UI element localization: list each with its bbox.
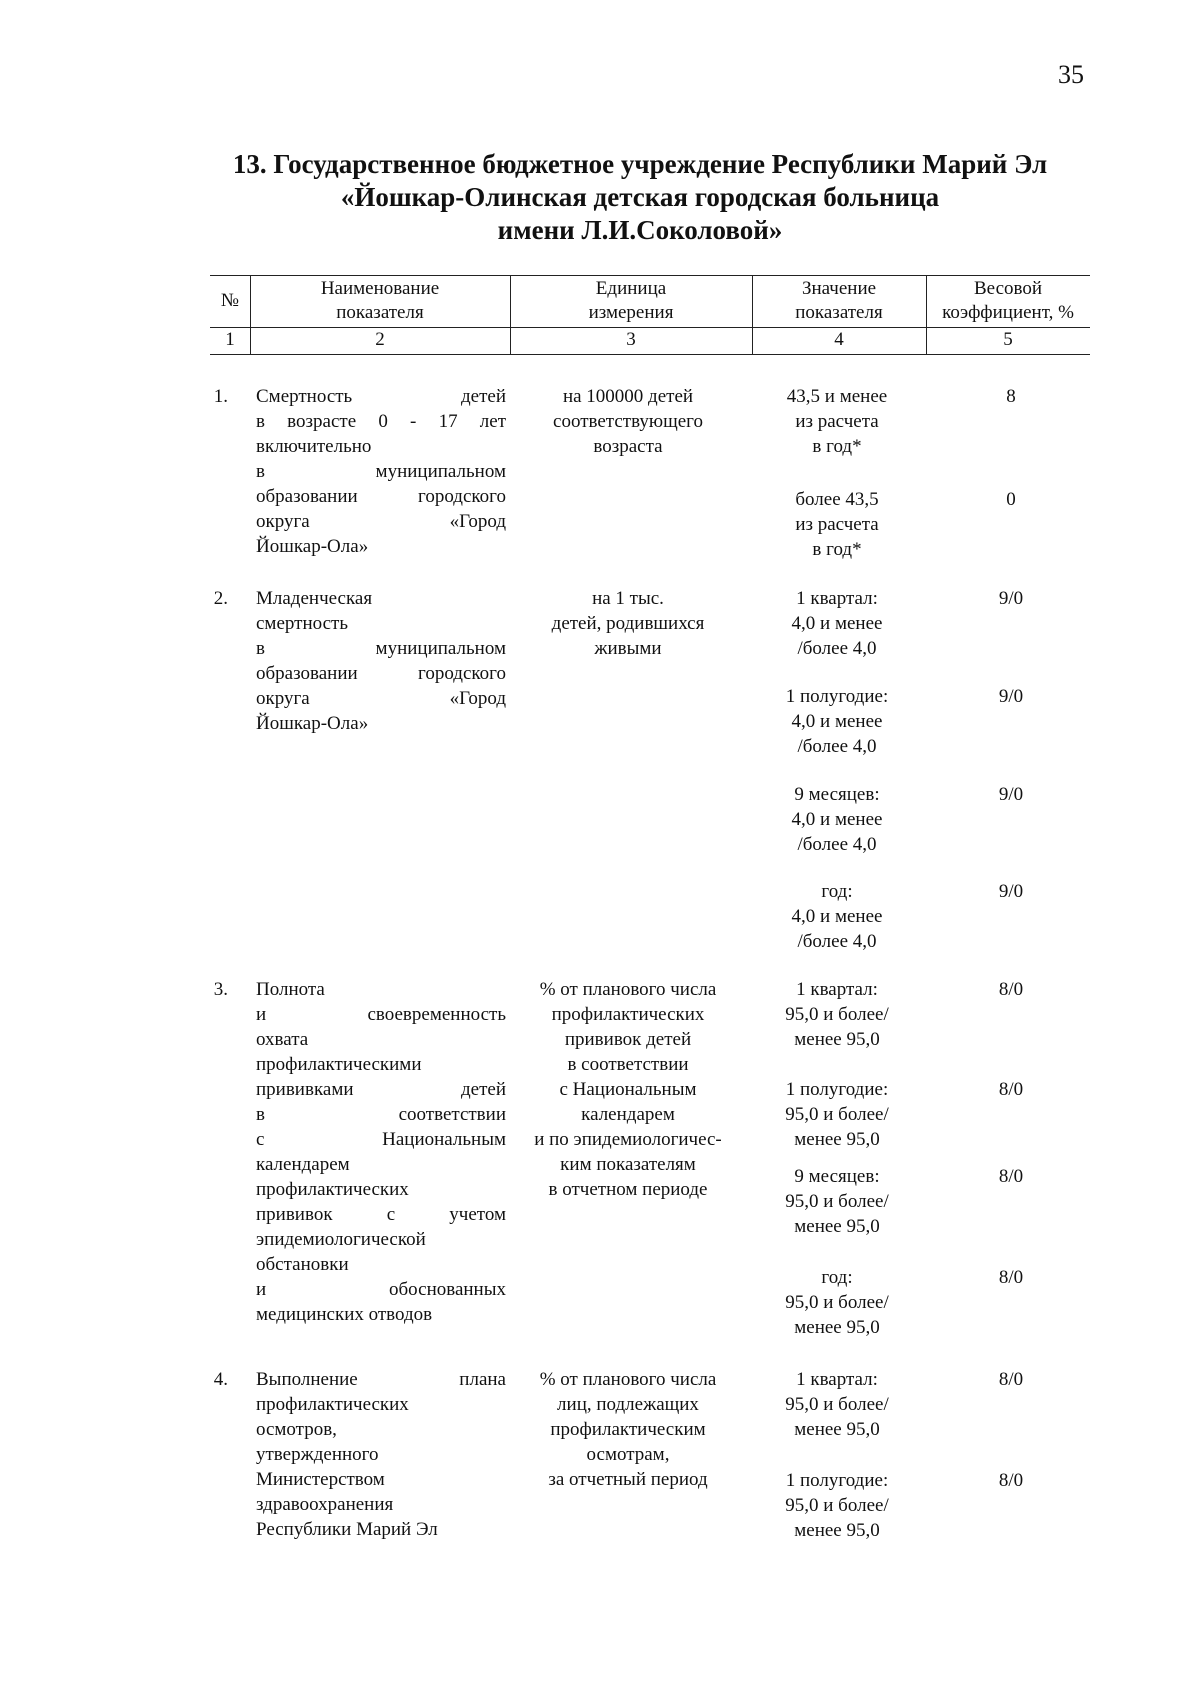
indicator-value-line: менее 95,0 <box>794 1520 880 1541</box>
header-unit-line: измерения <box>588 302 674 323</box>
weight-coefficient: 9/0 <box>998 588 1024 609</box>
indicator-value-line: 4,0 и менее <box>791 613 883 634</box>
indicator-name-line: и обоснованных <box>256 1279 506 1300</box>
indicator-value-line: /более 4,0 <box>797 834 877 855</box>
indicator-name-line: с Национальным <box>256 1129 506 1150</box>
header-value-line: показателя <box>795 302 883 323</box>
indicator-name <box>256 1367 506 1542</box>
header-value <box>752 277 926 325</box>
indicator-name-line: образовании городского <box>256 663 506 684</box>
indicator-name-line: Министерством <box>256 1469 385 1490</box>
weight-coefficient: 8/0 <box>998 1079 1024 1100</box>
indicator-value <box>752 586 922 661</box>
page-number: 35 <box>1058 60 1084 89</box>
indicator-value-line: год: <box>821 1267 853 1288</box>
measurement-unit-line: живыми <box>594 638 662 659</box>
title-line-1: 13. Государственное бюджетное учреждение Республики Марий Эл <box>232 149 1048 179</box>
indicator-name-line: округа «Город <box>256 511 506 532</box>
measurement-unit-line: % от планового числа <box>539 979 717 1000</box>
indicator-value-line: в год* <box>812 539 862 560</box>
indicator-name-line: в возрасте 0 - 17 лет <box>256 411 506 432</box>
indicator-name-line: профилактических <box>256 1394 409 1415</box>
indicator-value-line: 95,0 и более/ <box>785 1495 889 1516</box>
indicator-value-line: /более 4,0 <box>797 736 877 757</box>
indicator-name-line: включительно <box>256 436 372 457</box>
column-number: 3 <box>626 329 636 350</box>
measurement-unit <box>513 586 743 661</box>
indicator-value-line: /более 4,0 <box>797 638 877 659</box>
indicator-value-line: 4,0 и менее <box>791 906 883 927</box>
indicator-value-line: 95,0 и более/ <box>785 1394 889 1415</box>
indicator-name-line: здравоохранения <box>256 1494 394 1515</box>
header-name-line: показателя <box>336 302 424 323</box>
indicator-value-line: 9 месяцев: <box>794 1166 880 1187</box>
indicator-value-line: 4,0 и менее <box>791 809 883 830</box>
indicator-value <box>752 1367 922 1442</box>
weight-coefficient: 8 <box>1006 386 1016 407</box>
title-line-3: имени Л.И.Соколовой» <box>497 215 783 245</box>
indicator-value <box>752 977 922 1052</box>
indicator-value-line: в год* <box>812 436 862 457</box>
header-weight-line: Весовой <box>973 278 1043 299</box>
weight-coefficient: 8/0 <box>998 1470 1024 1491</box>
weight-coefficient: 0 <box>1006 489 1016 510</box>
measurement-unit-line: профилактических <box>551 1004 705 1025</box>
indicator-name-line: эпидемиологической <box>256 1229 426 1250</box>
indicator-value <box>752 487 922 562</box>
header-unit <box>510 277 752 325</box>
row-number: 3. <box>213 979 228 1000</box>
weight-coefficient: 9/0 <box>998 881 1024 902</box>
indicator-value <box>752 1077 922 1152</box>
row-number: 2. <box>213 588 228 609</box>
header-weight <box>926 277 1090 325</box>
indicator-name-line: профилактическими <box>256 1054 422 1075</box>
indicator-value-line: год: <box>821 881 853 902</box>
indicator-name-line: смертность <box>256 613 348 634</box>
indicator-value-line: 1 полугодие: <box>785 1470 889 1491</box>
indicator-name <box>256 586 506 736</box>
header-name-line: Наименование <box>320 278 440 299</box>
indicator-value <box>752 1164 922 1239</box>
weight-coefficient: 8/0 <box>998 1166 1024 1187</box>
indicator-name-line: Йошкар-Ола» <box>256 536 369 557</box>
indicator-value-line: менее 95,0 <box>794 1029 880 1050</box>
indicator-name-line: Йошкар-Ола» <box>256 713 369 734</box>
column-number: 4 <box>834 329 844 350</box>
indicator-name-line: в соответствии <box>256 1104 506 1125</box>
indicator-value-line: 95,0 и более/ <box>785 1104 889 1125</box>
indicator-name-line: Полнота <box>256 979 325 1000</box>
measurement-unit-line: детей, родившихся <box>551 613 705 634</box>
measurement-unit-line: на 100000 детей <box>562 386 694 407</box>
measurement-unit-line: на 1 тыс. <box>592 588 664 609</box>
measurement-unit-line: профилактическим <box>550 1419 706 1440</box>
indicator-name-line: и своевременность <box>256 1004 506 1025</box>
measurement-unit-line: с Национальным <box>559 1079 697 1100</box>
indicator-value-line: из расчета <box>795 411 879 432</box>
indicator-name-line: Младенческая <box>256 588 373 609</box>
indicator-name-line: прививок с учетом <box>256 1204 506 1225</box>
indicator-name-line: Смертность детей <box>256 386 506 407</box>
indicator-name-line: в муниципальном <box>256 638 506 659</box>
indicator-value-line: 4,0 и менее <box>791 711 883 732</box>
weight-coefficient: 8/0 <box>998 1369 1024 1390</box>
measurement-unit-line: возраста <box>593 436 663 457</box>
indicator-value-line: менее 95,0 <box>794 1419 880 1440</box>
column-number: 2 <box>375 329 385 350</box>
column-number: 1 <box>225 329 235 350</box>
column-number: 5 <box>1003 329 1013 350</box>
indicator-name-line: округа «Город <box>256 688 506 709</box>
indicator-value-line: /более 4,0 <box>797 931 877 952</box>
indicator-value-line: 95,0 и более/ <box>785 1004 889 1025</box>
measurement-unit-line: ким показателям <box>560 1154 696 1175</box>
indicator-value <box>752 782 922 857</box>
measurement-unit-line: в отчетном периоде <box>548 1179 708 1200</box>
indicator-value-line: 1 квартал: <box>796 1369 878 1390</box>
indicator-value-line: менее 95,0 <box>794 1216 880 1237</box>
indicator-value-line: 1 полугодие: <box>785 686 889 707</box>
measurement-unit-line: % от планового числа <box>539 1369 717 1390</box>
measurement-unit-line: за отчетный период <box>548 1469 708 1490</box>
title-line-2: «Йошкар-Олинская детская городская больница <box>340 182 940 212</box>
measurement-unit-line: в соответствии <box>567 1054 689 1075</box>
header-unit-line: Единица <box>595 278 667 299</box>
indicator-value <box>752 1265 922 1340</box>
indicator-name-line: утвержденного <box>256 1444 379 1465</box>
weight-coefficient: 8/0 <box>998 1267 1024 1288</box>
header-value-line: Значение <box>801 278 877 299</box>
measurement-unit-line: соответствующего <box>553 411 703 432</box>
indicator-value-line: менее 95,0 <box>794 1317 880 1338</box>
measurement-unit-line: осмотрам, <box>586 1444 670 1465</box>
indicator-value <box>752 1468 922 1543</box>
indicator-name-line: профилактических <box>256 1179 409 1200</box>
header-top-rule <box>210 275 1090 276</box>
weight-coefficient: 9/0 <box>998 686 1024 707</box>
indicator-value <box>752 684 922 759</box>
indicator-value-line: 1 квартал: <box>796 588 878 609</box>
measurement-unit-line: календарем <box>581 1104 675 1125</box>
indicator-name-line: календарем <box>256 1154 350 1175</box>
weight-coefficient: 8/0 <box>998 979 1024 1000</box>
indicator-name-line: Республики Марий Эл <box>256 1519 438 1540</box>
indicator-name-line: прививками детей <box>256 1079 506 1100</box>
indicator-value-line: менее 95,0 <box>794 1129 880 1150</box>
indicator-name-line: в муниципальном <box>256 461 506 482</box>
table-header <box>210 275 1090 355</box>
measurement-unit-line: лиц, подлежащих <box>557 1394 699 1415</box>
indicator-name-line: охвата <box>256 1029 309 1050</box>
row-number: 4. <box>213 1369 228 1390</box>
header-num: № <box>220 290 240 311</box>
indicator-value-line: более 43,5 <box>795 489 879 510</box>
indicator-name-line: медицинских отводов <box>256 1304 433 1325</box>
indicator-value-line: 95,0 и более/ <box>785 1191 889 1212</box>
indicator-value-line: 43,5 и менее <box>786 386 888 407</box>
document-title <box>170 148 1110 247</box>
indicator-name <box>256 977 506 1327</box>
weight-coefficient: 9/0 <box>998 784 1024 805</box>
indicator-value-line: 1 полугодие: <box>785 1079 889 1100</box>
header-bottom-rule <box>210 354 1090 355</box>
measurement-unit-line: прививок детей <box>564 1029 692 1050</box>
measurement-unit <box>513 977 743 1202</box>
indicator-value-line: из расчета <box>795 514 879 535</box>
indicator-name-line: обстановки <box>256 1254 349 1275</box>
indicator-name-line: Выполнение плана <box>256 1369 506 1390</box>
indicator-value <box>752 879 922 954</box>
indicator-value <box>752 384 922 459</box>
measurement-unit-line: и по эпидемиологичес- <box>534 1129 722 1150</box>
indicator-name <box>256 384 506 559</box>
indicator-value-line: 95,0 и более/ <box>785 1292 889 1313</box>
header-weight-line: коэффициент, % <box>942 302 1074 323</box>
indicator-name-line: образовании городского <box>256 486 506 507</box>
header-name <box>250 277 510 325</box>
indicator-value-line: 9 месяцев: <box>794 784 880 805</box>
measurement-unit <box>513 1367 743 1492</box>
measurement-unit <box>513 384 743 459</box>
row-number: 1. <box>213 386 228 407</box>
indicator-value-line: 1 квартал: <box>796 979 878 1000</box>
indicator-name-line: осмотров, <box>256 1419 337 1440</box>
